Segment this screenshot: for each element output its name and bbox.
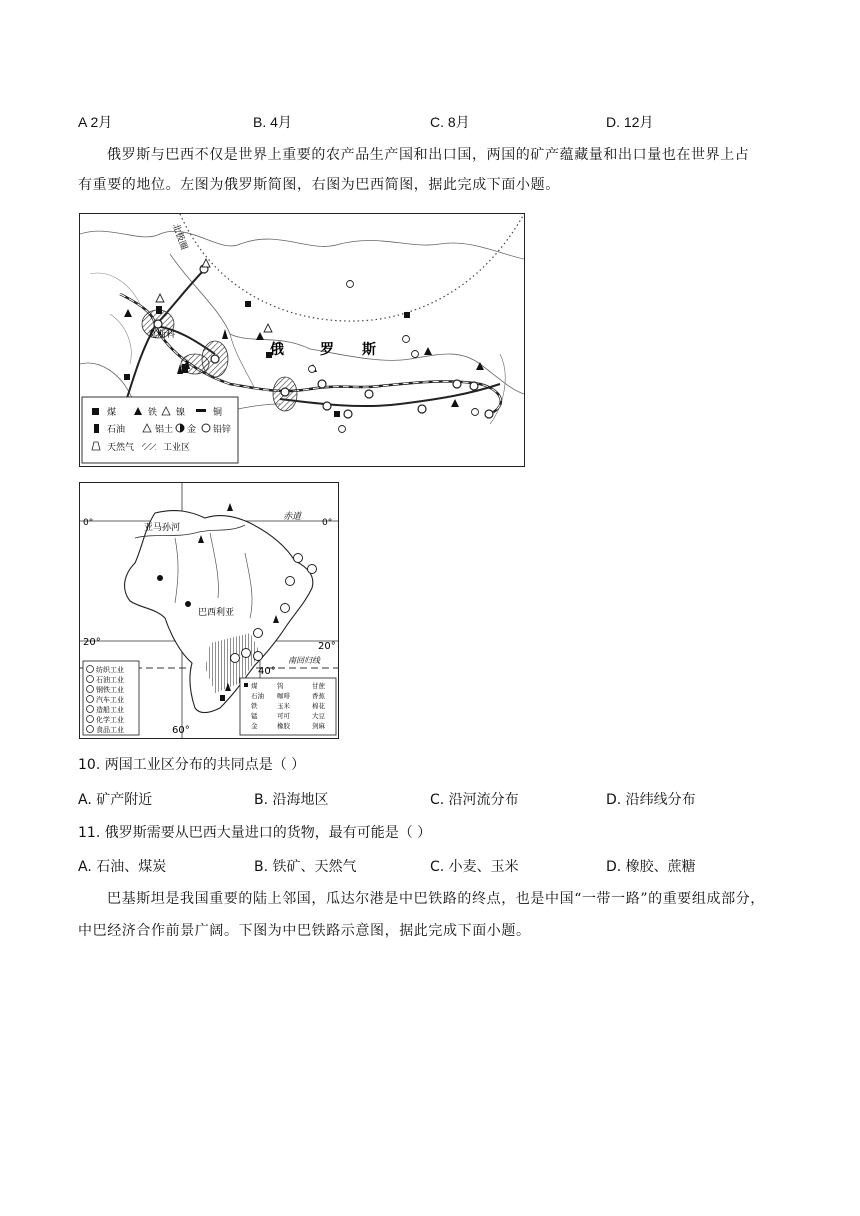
- intro2-paragraph-line1: 巴基斯坦是我国重要的陆上邻国，瓜达尔港是中巴铁路的终点，也是中国“一带一路”的重要组成部分，: [107, 891, 765, 907]
- question-10-option-d: D. 沿纬线分布: [606, 792, 696, 808]
- intro-paragraph-line1: 俄罗斯与巴西不仅是世界上重要的农产品生产国和出口国，两国的矿产蕴藏量和出口量也在世界上占: [107, 147, 750, 163]
- russia-map-drawing: [80, 214, 524, 466]
- brazil-map: [79, 482, 339, 739]
- moscow-label: 莫斯科: [148, 330, 176, 340]
- res-oil: 石油: [251, 692, 264, 700]
- legend-copper: 铜: [213, 408, 223, 418]
- question-11-option-d: D. 橡胶、蔗糖: [606, 859, 696, 875]
- question-10-option-c: C. 沿河流分布: [430, 792, 519, 808]
- option-c-prev: C. 8月: [430, 114, 470, 130]
- question-10-stem: 10. 两国工业区分布的共同点是（ ）: [78, 757, 306, 773]
- res-gold: 金: [251, 722, 258, 730]
- res-soybean: 大豆: [312, 712, 325, 720]
- russia-label-2: 罗: [320, 342, 334, 358]
- res-banana: 香蕉: [312, 692, 325, 700]
- equator-label: 赤道: [283, 512, 302, 522]
- industry-chemical: 化学工业: [96, 716, 124, 724]
- legend-gas: 天然气: [107, 443, 135, 453]
- res-manganese: 锰: [251, 712, 258, 720]
- option-b-prev: B. 4月: [253, 114, 292, 130]
- arctic-circle-label: 北极圈: [169, 222, 189, 252]
- lat-20-right-label: 20°: [318, 641, 336, 652]
- industry-shipbuilding: 造船工业: [96, 706, 124, 714]
- industry-auto: 汽车工业: [96, 696, 124, 704]
- res-coffee: 咖啡: [277, 692, 290, 700]
- intro2-paragraph-line2: 中巴经济合作前景广阔。下图为中巴铁路示意图，据此完成下面小题。: [78, 923, 531, 939]
- industry-oil: 石油工业: [96, 676, 124, 684]
- brazil-resource-legend: [240, 678, 336, 735]
- equator-degree-label: 0°: [322, 518, 333, 528]
- intro-paragraph-line2: 有重要的地位。左图为俄罗斯简图，右图为巴西简图，据此完成下面小题。: [78, 177, 560, 193]
- lon-40-label: 40°: [258, 666, 276, 677]
- russia-label-3: 斯: [362, 342, 376, 358]
- legend-bauxite: 铝土: [155, 425, 174, 435]
- res-sugarcane: 甘蔗: [312, 682, 325, 690]
- res-cotton: 棉花: [312, 702, 325, 710]
- question-11-option-a: A. 石油、煤炭: [78, 859, 167, 875]
- brazil-map-drawing: [80, 483, 338, 738]
- res-coal: 煤: [251, 682, 258, 690]
- res-cocoa: 可可: [277, 712, 290, 720]
- res-iron: 铁: [251, 702, 258, 710]
- res-corn: 玉米: [277, 702, 290, 710]
- industry-steel: 钢铁工业: [96, 686, 124, 694]
- legend-industrial: 工业区: [163, 443, 191, 453]
- legend-lead-zinc: 铅锌: [213, 425, 232, 435]
- question-11-stem: 11. 俄罗斯需要从巴西大量进口的货物，最有可能是（ ）: [78, 825, 432, 841]
- russia-map: [79, 213, 525, 467]
- legend-nickel: 镍: [176, 408, 186, 418]
- option-a-prev: A 2月: [78, 114, 113, 130]
- brasilia-label: 巴西利亚: [198, 608, 235, 618]
- industry-food: 食品工业: [96, 726, 124, 734]
- legend-coal: 煤: [107, 408, 117, 418]
- legend-oil: 石油: [107, 425, 126, 435]
- question-11-option-b: B. 铁矿、天然气: [254, 859, 357, 875]
- res-sisal: 剑麻: [312, 722, 325, 730]
- lat-20-left-label: 20°: [83, 637, 101, 648]
- res-rubber: 橡胶: [277, 722, 290, 730]
- lon-60-label: 60°: [172, 725, 190, 736]
- russia-label-1: 俄: [270, 342, 284, 358]
- amazon-label: 亚马孙河: [144, 523, 181, 533]
- legend-gold: 金: [187, 425, 197, 435]
- option-d-prev: D. 12月: [606, 114, 654, 130]
- question-10-option-a: A. 矿产附近: [78, 792, 153, 808]
- res-tungsten: 钨: [277, 682, 284, 690]
- legend-iron: 铁: [148, 408, 158, 418]
- tropic-label: 南回归线: [288, 656, 320, 665]
- question-11-option-c: C. 小麦、玉米: [430, 859, 519, 875]
- question-10-option-b: B. 沿海地区: [254, 792, 329, 808]
- industry-textile: 纺织工业: [96, 666, 124, 674]
- russia-legend: [82, 397, 238, 463]
- brazil-industry-legend: [83, 661, 139, 735]
- west-0-degree-label: 0°: [83, 518, 94, 528]
